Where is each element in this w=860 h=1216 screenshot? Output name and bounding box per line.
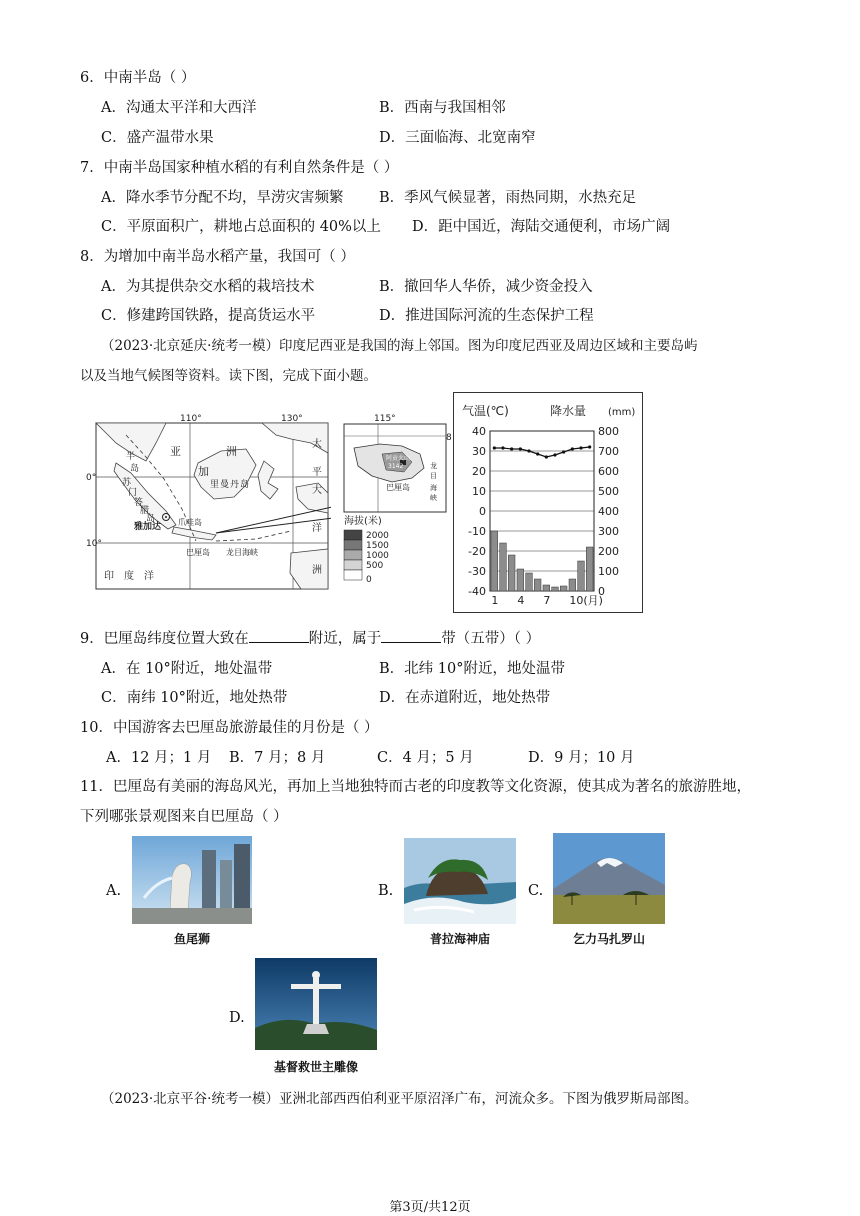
temperature-point bbox=[510, 447, 513, 450]
q10-option-c: C．4 月；5 月 bbox=[377, 750, 474, 766]
merlion-caption: 鱼尾狮 bbox=[173, 932, 210, 946]
map-name-ping: 平 bbox=[312, 467, 322, 478]
intro-indonesia-line1: （2023·北京延庆·统考一模）印度尼西亚是我国的海上邻国。图为印度尼西亚及周边区域和主要岛屿 bbox=[101, 338, 698, 354]
inset-mu: 目 bbox=[430, 472, 437, 480]
q9-option-c: C．南纬 10°附近，地处热带 bbox=[101, 690, 288, 706]
q9-stem-part-b: 附近，属于 bbox=[308, 631, 382, 647]
map-name-jakarta: 雅加达 bbox=[134, 522, 162, 532]
map-name-zhou: 洲 bbox=[226, 445, 237, 458]
legend-1500: 1500 bbox=[366, 541, 389, 551]
kilimanjaro-caption: 乞力马扎罗山 bbox=[572, 932, 645, 946]
q6-option-a: A．沟通太平洋和大西洋 bbox=[101, 100, 257, 116]
q6-option-c: C．盛产温带水果 bbox=[101, 130, 214, 146]
precip-bar bbox=[578, 561, 585, 591]
precip-bar bbox=[560, 586, 567, 591]
month-label: 7 bbox=[543, 594, 551, 607]
precip-bar bbox=[517, 569, 524, 591]
precip-bar bbox=[491, 531, 498, 591]
q9-blank-2[interactable] bbox=[381, 628, 441, 643]
temperature-point bbox=[501, 446, 504, 449]
temperature-point bbox=[579, 446, 582, 449]
map-name-yang2: 洋 bbox=[312, 523, 322, 534]
month-label: 4 bbox=[517, 594, 525, 607]
precip-tick-label: 400 bbox=[598, 505, 619, 518]
map-name-dao2: 岛 bbox=[146, 514, 156, 524]
map-name-yin: 印 bbox=[104, 571, 114, 582]
inset-lon-label: 115° bbox=[374, 414, 396, 424]
map-name-li: 里 bbox=[210, 480, 220, 490]
map-name-da2: 大 bbox=[312, 485, 322, 496]
inset-hai: 海 bbox=[430, 484, 437, 492]
lat-label-10: 10° bbox=[86, 539, 102, 549]
temp-tick-label: 20 bbox=[472, 465, 486, 478]
lon-label-110: 110° bbox=[180, 414, 202, 424]
legend-1000: 1000 bbox=[366, 551, 389, 561]
map-name-lombok-strait: 龙目海峡 bbox=[226, 548, 258, 557]
q8-option-b: B．撤回华人华侨，减少资金投入 bbox=[379, 279, 593, 295]
precip-axis-unit: (mm) bbox=[608, 407, 636, 418]
map-name-jia: 加 bbox=[198, 465, 209, 478]
inset-lat-label: 8 bbox=[446, 433, 452, 443]
temperature-point bbox=[527, 449, 530, 452]
map-name-zhou2: 洲 bbox=[312, 565, 322, 576]
map-name-tai: 太 bbox=[312, 439, 322, 450]
map-name-dan: 丹 bbox=[230, 480, 240, 490]
map-name-man: 曼 bbox=[220, 480, 230, 490]
q11-option-c-label: C. bbox=[528, 883, 544, 899]
precip-bar bbox=[500, 543, 507, 591]
legend-title: 海拔(米) bbox=[344, 516, 382, 527]
temp-tick-label: 0 bbox=[479, 505, 486, 518]
q6-option-b: B．西南与我国相邻 bbox=[379, 100, 506, 116]
q7-option-b: B．季风气候显著，雨热同期，水热充足 bbox=[379, 190, 637, 206]
precip-tick-label: 800 bbox=[598, 425, 619, 438]
inset-xia: 峡 bbox=[430, 494, 437, 502]
precip-bar bbox=[543, 585, 550, 591]
map-name-men: 门 bbox=[128, 488, 138, 498]
map-name-su: 苏 bbox=[122, 478, 132, 488]
q7-option-d: D．距中国近，海陆交通便利，市场广阔 bbox=[412, 219, 671, 235]
inset-agung-height: 3142 bbox=[388, 463, 404, 470]
tanah-lot-caption: 普拉海神庙 bbox=[429, 932, 490, 946]
map-name-zhua: 爪 bbox=[178, 518, 186, 527]
temperature-line bbox=[494, 447, 589, 457]
q11-option-b-label: B. bbox=[378, 883, 394, 899]
map-name-bali: 巴厘岛 bbox=[186, 548, 210, 557]
page-footer: 第3页/共12页 bbox=[389, 1200, 471, 1215]
indonesia-map bbox=[86, 413, 331, 591]
temperature-point bbox=[536, 452, 539, 455]
temperature-point bbox=[571, 447, 574, 450]
temperature-point bbox=[519, 447, 522, 450]
temp-tick-label: -10 bbox=[468, 525, 486, 538]
intro-siberia: （2023·北京平谷·统考一模）亚洲北部西西伯利亚平原沼泽广布，河流众多。下图为俄罗斯局部图。 bbox=[101, 1091, 698, 1107]
temperature-point bbox=[562, 450, 565, 453]
q6-stem: 6．中南半岛（ ） bbox=[80, 70, 196, 86]
temperature-point bbox=[493, 446, 496, 449]
q9-option-a: A．在 10°附近，地处温带 bbox=[101, 661, 273, 677]
kilimanjaro-photo bbox=[553, 833, 665, 924]
temp-tick-label: -30 bbox=[468, 565, 486, 578]
q8-option-c: C．修建跨国铁路，提高货运水平 bbox=[101, 308, 316, 324]
legend-2000: 2000 bbox=[366, 531, 389, 541]
precip-tick-label: 300 bbox=[598, 525, 619, 538]
map-name-yang1: 洋 bbox=[144, 571, 154, 582]
inset-agung: 阿贡火山 bbox=[386, 455, 411, 462]
q10-stem: 10．中国游客去巴厘岛旅游最佳的月份是（ ） bbox=[80, 720, 379, 736]
precip-bar bbox=[569, 579, 576, 591]
precip-tick-label: 700 bbox=[598, 445, 619, 458]
map-name-dao1: 岛 bbox=[130, 464, 140, 474]
month-label: 10(月) bbox=[569, 594, 603, 607]
q11-stem-line2: 下列哪张景观图来自巴厘岛（ ） bbox=[80, 809, 288, 825]
q9-stem-part-a: 9．巴厘岛纬度位置大致在 bbox=[80, 631, 249, 647]
temperature-point bbox=[545, 455, 548, 458]
map-name-da: 答 bbox=[134, 498, 144, 508]
merlion-photo bbox=[132, 836, 252, 924]
month-label: 1 bbox=[491, 594, 499, 607]
map-name-dao4: 岛 bbox=[194, 518, 202, 527]
precip-tick-label: 500 bbox=[598, 485, 619, 498]
q8-option-d: D．推进国际河流的生态保护工程 bbox=[379, 308, 594, 324]
precip-bar bbox=[534, 579, 541, 591]
temperature-point bbox=[588, 445, 591, 448]
q11-stem-line1: 11．巴厘岛有美丽的海岛风光，再加上当地独特而古老的印度教等文化资源，使其成为著名的旅游胜地， bbox=[80, 779, 751, 795]
temp-axis-title: 气温(℃) bbox=[462, 404, 509, 418]
precip-tick-label: 600 bbox=[598, 465, 619, 478]
q6-option-d: D．三面临海、北宽南窄 bbox=[379, 130, 536, 146]
q7-option-a: A．降水季节分配不均，旱涝灾害频繁 bbox=[101, 190, 344, 206]
map-name-ban: 半 bbox=[126, 452, 136, 462]
temp-tick-label: 10 bbox=[472, 485, 486, 498]
bali-inset-map bbox=[340, 410, 452, 590]
legend-0: 0 bbox=[366, 575, 372, 585]
q9-blank-1[interactable] bbox=[249, 628, 309, 643]
inset-bali: 巴厘岛 bbox=[386, 483, 410, 492]
q10-option-d: D．9 月；10 月 bbox=[528, 750, 635, 766]
temp-tick-label: -20 bbox=[468, 545, 486, 558]
q8-stem: 8．为增加中南半岛水稻产量，我国可（ ） bbox=[80, 249, 355, 265]
map-name-du: 度 bbox=[124, 571, 134, 582]
q9-option-b: B．北纬 10°附近，地处温带 bbox=[379, 661, 565, 677]
temp-tick-label: 40 bbox=[472, 425, 486, 438]
legend-500: 500 bbox=[366, 561, 384, 571]
q10-option-b: B．7 月；8 月 bbox=[229, 750, 326, 766]
christ-redeemer-photo bbox=[255, 958, 377, 1050]
lat-label-0: 0° bbox=[86, 473, 97, 483]
precip-bar bbox=[526, 573, 533, 591]
precip-bar bbox=[552, 587, 559, 591]
q8-option-a: A．为其提供杂交水稻的栽培技术 bbox=[101, 279, 315, 295]
map-name-wa: 哇 bbox=[186, 518, 194, 527]
precip-tick-label: 0 bbox=[598, 585, 605, 598]
temp-tick-label: 30 bbox=[472, 445, 486, 458]
q11-option-d-label: D. bbox=[229, 1010, 245, 1026]
christ-redeemer-caption: 基督救世主雕像 bbox=[273, 1060, 358, 1074]
precip-tick-label: 200 bbox=[598, 545, 619, 558]
q10-option-a: A．12 月；1 月 bbox=[106, 750, 212, 766]
intro-indonesia-line2: 以及当地气候图等资料。读下图，完成下面小题。 bbox=[80, 368, 377, 384]
map-name-dao3: 岛 bbox=[240, 480, 250, 490]
inset-long: 龙 bbox=[430, 462, 437, 470]
map-name-ya: 亚 bbox=[170, 445, 181, 458]
q9-stem-part-c: 带（五带）（ ） bbox=[441, 631, 541, 647]
climate-chart bbox=[453, 392, 643, 613]
precip-axis-title: 降水量 bbox=[550, 404, 587, 418]
q7-stem: 7．中南半岛国家种植水稻的有利自然条件是（ ） bbox=[80, 160, 399, 176]
q9-stem bbox=[80, 627, 540, 648]
precip-bar bbox=[508, 555, 515, 591]
map-name-la: 腊 bbox=[140, 506, 150, 516]
temp-tick-label: -40 bbox=[468, 585, 486, 598]
precip-bar bbox=[586, 547, 593, 591]
temperature-point bbox=[553, 453, 556, 456]
q9-option-d: D．在赤道附近，地处热带 bbox=[379, 690, 551, 706]
precip-tick-label: 100 bbox=[598, 565, 619, 578]
lon-label-130: 130° bbox=[281, 414, 303, 424]
tanah-lot-photo bbox=[404, 838, 516, 924]
q7-option-c: C．平原面积广，耕地占总面积的 40%以上 bbox=[101, 219, 381, 235]
q11-option-a-label: A. bbox=[106, 883, 122, 899]
